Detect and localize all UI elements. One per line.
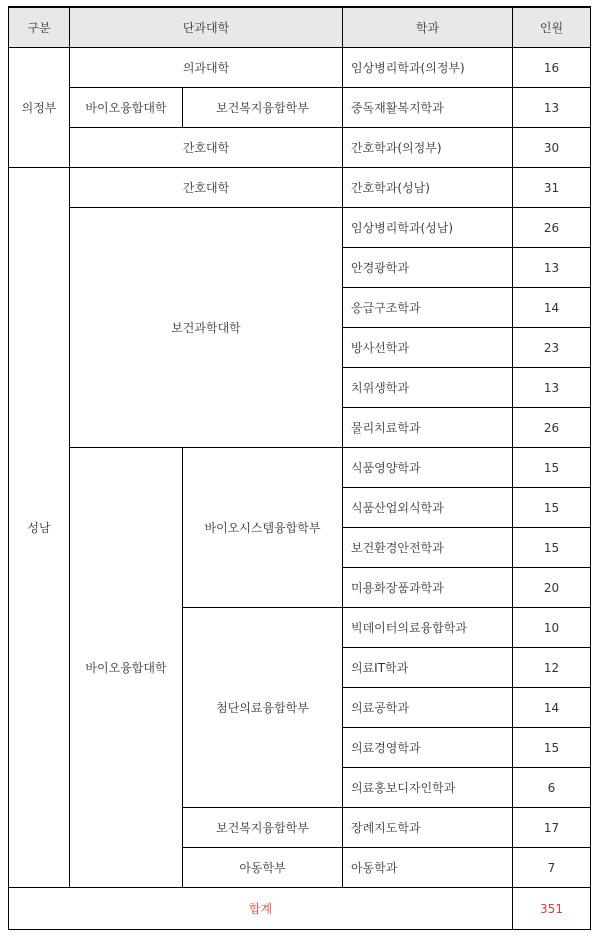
count-cell: 15 (513, 448, 591, 488)
total-label: 합계 (9, 888, 513, 930)
dept-cell: 보건환경안전학과 (343, 528, 513, 568)
count-cell: 15 (513, 528, 591, 568)
count-cell: 15 (513, 488, 591, 528)
table-row (9, 208, 591, 248)
dept-cell: 치위생학과 (343, 368, 513, 408)
count-cell: 16 (513, 48, 591, 88)
dept-cell: 아동학과 (343, 848, 513, 888)
count-cell: 6 (513, 768, 591, 808)
dept-cell: 임상병리학과(의정부) (343, 48, 513, 88)
dept-cell: 임상병리학과(성남) (343, 208, 513, 248)
college-cell: 바이오융합대학 (70, 448, 183, 888)
total-count: 351 (513, 888, 591, 930)
dept-cell: 식품영양학과 (343, 448, 513, 488)
count-cell: 14 (513, 288, 591, 328)
dept-cell: 의료홍보디자인학과 (343, 768, 513, 808)
dept-cell: 빅데이터의료융합학과 (343, 608, 513, 648)
dept-cell: 의료공학과 (343, 688, 513, 728)
total-row (9, 888, 591, 930)
school-cell: 바이오시스템융합학부 (183, 448, 343, 608)
count-cell: 14 (513, 688, 591, 728)
count-cell: 7 (513, 848, 591, 888)
dept-cell: 의료경영학과 (343, 728, 513, 768)
dept-cell: 안경광학과 (343, 248, 513, 288)
region-uijeongbu: 의정부 (9, 48, 70, 168)
admission-table (8, 6, 591, 930)
dept-cell: 식품산업외식학과 (343, 488, 513, 528)
dept-cell: 간호학과(성남) (343, 168, 513, 208)
school-cell: 첨단의료융합학부 (183, 608, 343, 808)
count-cell: 30 (513, 128, 591, 168)
school-cell: 아동학부 (183, 848, 343, 888)
count-cell: 12 (513, 648, 591, 688)
dept-cell: 의료IT학과 (343, 648, 513, 688)
table-row (9, 48, 591, 88)
dept-cell: 중독재활복지학과 (343, 88, 513, 128)
header-count: 인원 (513, 7, 591, 48)
school-cell: 보건복지융합학부 (183, 88, 343, 128)
count-cell: 10 (513, 608, 591, 648)
count-cell: 20 (513, 568, 591, 608)
count-cell: 31 (513, 168, 591, 208)
college-cell: 간호대학 (70, 168, 343, 208)
header-college: 단과대학 (70, 7, 343, 48)
college-cell: 간호대학 (70, 128, 343, 168)
dept-cell: 물리치료학과 (343, 408, 513, 448)
header-region: 구분 (9, 7, 70, 48)
dept-cell: 응급구조학과 (343, 288, 513, 328)
college-cell: 바이오융합대학 (70, 88, 183, 128)
count-cell: 15 (513, 728, 591, 768)
table-row (9, 128, 591, 168)
count-cell: 13 (513, 88, 591, 128)
count-cell: 13 (513, 368, 591, 408)
count-cell: 13 (513, 248, 591, 288)
table-row (9, 168, 591, 208)
dept-cell: 간호학과(의정부) (343, 128, 513, 168)
count-cell: 23 (513, 328, 591, 368)
college-cell: 의과대학 (70, 48, 343, 88)
college-cell: 보건과학대학 (70, 208, 343, 448)
school-cell: 보건복지융합학부 (183, 808, 343, 848)
dept-cell: 장례지도학과 (343, 808, 513, 848)
count-cell: 17 (513, 808, 591, 848)
region-seongnam: 성남 (9, 168, 70, 888)
count-cell: 26 (513, 208, 591, 248)
table-row (9, 88, 591, 128)
header-row (9, 7, 591, 48)
header-dept: 학과 (343, 7, 513, 48)
table-row (9, 448, 591, 488)
dept-cell: 미용화장품과학과 (343, 568, 513, 608)
dept-cell: 방사선학과 (343, 328, 513, 368)
count-cell: 26 (513, 408, 591, 448)
